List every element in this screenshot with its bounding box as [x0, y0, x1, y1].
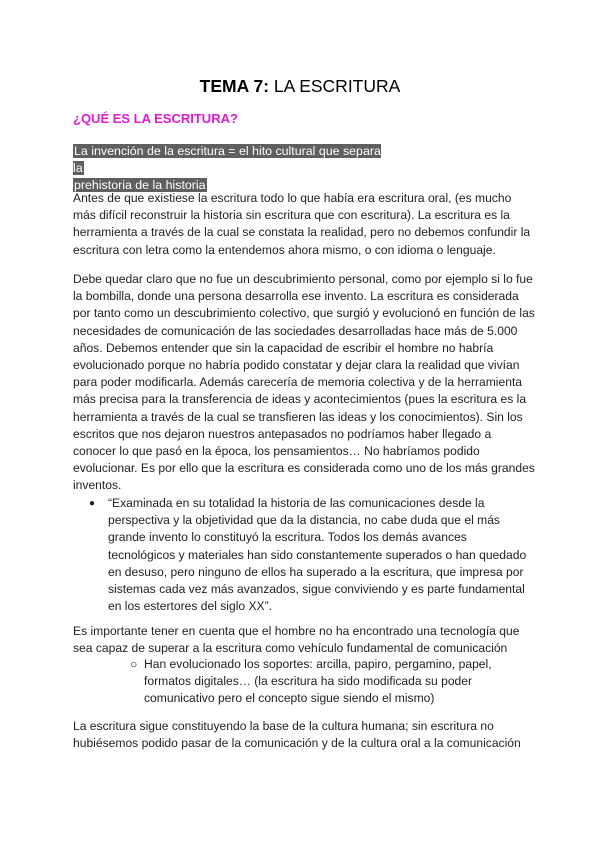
section-heading: ¿QUÉ ES LA ESCRITURA?: [73, 111, 238, 126]
paragraph-4: La escritura sigue constituyendo la base de la cultura humana; sin escritura no hubiésemos podido pasar de la comunicación y de la cultura oral a la comunicación: [73, 719, 521, 751]
title-rest: LA ESCRITURA: [269, 76, 401, 96]
paragraph-1: Antes de que existiese la escritura todo lo que había era escritura oral, (es mucho más difícil reconstruir la historia sin escritura que con escritura). La escritura es la herramienta a través de la cual se constata la realidad, pero no debemos confundir la escritura con letra como la entendemos ahora mismo, o con idioma o lenguaje.: [73, 191, 531, 257]
highlighted-statement: [73, 143, 393, 194]
paragraph-2: Debe quedar claro que no fue un descubrimiento personal, como por ejemplo si lo fue la bombilla, donde una persona desarrolla ese invento. La escritura es considerada por tanto como un descubrimiento colectivo, que surgió y evolucionó en función de las necesidades de comunicación de las sociedades desarrolladas hace más de 5.000 años. Debemos entender que sin la capacidad de escribir el hombre no habría evolucionado porque no habría podido constatar y dejar clara la realidad que vivían para poder modificarla. Además carecería de memoria colectiva y de la herramienta más precisa para la transferencia de ideas y acontecimientos (pues la escritura es la herramienta a través de la cual se transfieren las ideas y los conocimientos). Sin los escritos que nos dejaron nuestros antepasados no podríamos haber llegado a conocer lo que pasó en la época, los pensamientos… No habríamos podido evolucionar. Es por ello que la escritura es considerada como uno de los más grandes inventos.: [73, 272, 535, 493]
sub-bullet-icon: ○: [130, 657, 138, 671]
paragraph-3: Es importante tener en cuenta que el hombre no ha encontrado una tecnología que sea capaz de superar a la escritura como vehículo fundamental de comunicación: [73, 624, 520, 656]
bullet-icon: ●: [89, 498, 96, 509]
page-title: [0, 76, 600, 97]
highlight-line-1: La invención de la escritura = el hito cultural que separa la: [73, 144, 381, 175]
sub-list-item: Han evolucionado los soportes: arcilla, papiro, pergamino, papel, formatos digitales… (la escritura ha sido modificada su poder comunicativo pero el concepto sigue siendo el mismo): [144, 657, 492, 706]
highlight-line-2: prehistoria de la historia: [74, 178, 206, 192]
title-bold: TEMA 7:: [199, 76, 270, 96]
quote-list-item: “Examinada en su totalidad la historia de las comunicaciones desde la perspectiva y la objetividad que da la distancia, no cabe duda que el más grande invento lo constituyó la escritura. Todos los demás avances tecnológicos y materiales han sido constantemente superados o han quedado en desuso, pero ninguno de ellos ha superado a la escritura, que impresa por sistemas cada vez más avanzados, sigue conviviendo y es parte fundamental en los estertores del siglo XX”.: [108, 496, 527, 614]
